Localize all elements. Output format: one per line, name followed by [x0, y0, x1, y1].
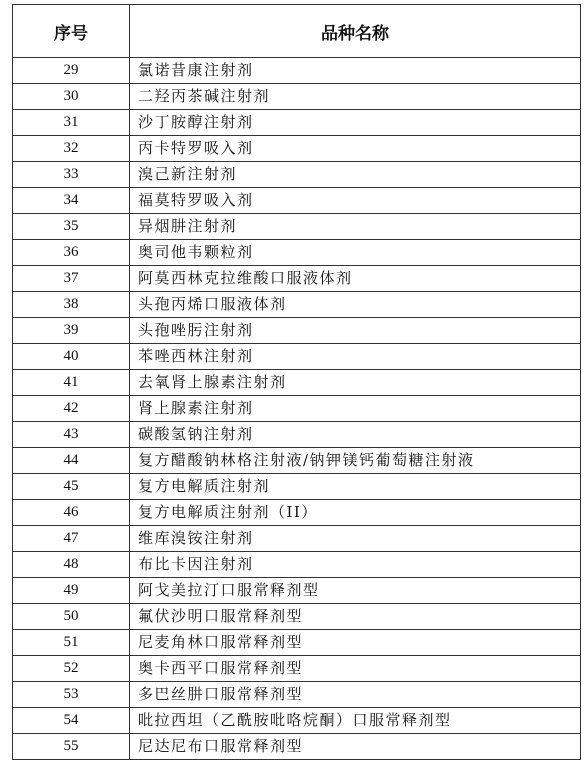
- serial-number-cell: 41: [13, 370, 130, 396]
- drug-list-table: [12, 4, 581, 760]
- serial-number-cell: 34: [13, 188, 130, 214]
- table-row: [13, 370, 581, 396]
- serial-number-cell: 49: [13, 578, 130, 604]
- serial-number-cell: 53: [13, 682, 130, 708]
- serial-number-cell: 38: [13, 292, 130, 318]
- table-row: [13, 318, 581, 344]
- drug-name-cell: 复方醋酸钠林格注射液/钠钾镁钙葡萄糖注射液: [130, 448, 581, 474]
- table-row: [13, 474, 581, 500]
- drug-name-cell: 碳酸氢钠注射剂: [130, 422, 581, 448]
- drug-name-cell: 阿戈美拉汀口服常释剂型: [130, 578, 581, 604]
- drug-name-cell: 二羟丙茶碱注射剂: [130, 84, 581, 110]
- serial-number-cell: 35: [13, 214, 130, 240]
- drug-name-cell: 阿莫西林克拉维酸口服液体剂: [130, 266, 581, 292]
- drug-name-cell: 复方电解质注射剂: [130, 474, 581, 500]
- serial-number-cell: 51: [13, 630, 130, 656]
- drug-name-cell: 复方电解质注射剂（II）: [130, 500, 581, 526]
- serial-number-cell: 54: [13, 708, 130, 734]
- drug-name-cell: 奥司他韦颗粒剂: [130, 240, 581, 266]
- table-row: [13, 188, 581, 214]
- serial-number-cell: 42: [13, 396, 130, 422]
- header-drug-name: 品种名称: [130, 5, 581, 58]
- drug-name-cell: 肾上腺素注射剂: [130, 396, 581, 422]
- table-row: [13, 396, 581, 422]
- table-row: [13, 266, 581, 292]
- serial-number-cell: 40: [13, 344, 130, 370]
- table-row: [13, 292, 581, 318]
- table-row: [13, 578, 581, 604]
- drug-name-cell: 氟伏沙明口服常释剂型: [130, 604, 581, 630]
- drug-name-cell: 丙卡特罗吸入剂: [130, 136, 581, 162]
- table-row: [13, 682, 581, 708]
- serial-number-cell: 45: [13, 474, 130, 500]
- table-row: [13, 734, 581, 760]
- serial-number-cell: 50: [13, 604, 130, 630]
- drug-name-cell: 头孢唑肟注射剂: [130, 318, 581, 344]
- serial-number-cell: 47: [13, 526, 130, 552]
- serial-number-cell: 33: [13, 162, 130, 188]
- table-row: [13, 708, 581, 734]
- table-row: [13, 656, 581, 682]
- serial-number-cell: 39: [13, 318, 130, 344]
- serial-number-cell: 44: [13, 448, 130, 474]
- serial-number-cell: 36: [13, 240, 130, 266]
- drug-name-cell: 布比卡因注射剂: [130, 552, 581, 578]
- drug-name-cell: 福莫特罗吸入剂: [130, 188, 581, 214]
- drug-name-cell: 维库溴铵注射剂: [130, 526, 581, 552]
- drug-name-cell: 苯唑西林注射剂: [130, 344, 581, 370]
- drug-name-cell: 去氧肾上腺素注射剂: [130, 370, 581, 396]
- drug-name-cell: 吡拉西坦（乙酰胺吡咯烷酮）口服常释剂型: [130, 708, 581, 734]
- drug-name-cell: 沙丁胺醇注射剂: [130, 110, 581, 136]
- table-row: [13, 552, 581, 578]
- table-row: [13, 630, 581, 656]
- table-row: [13, 344, 581, 370]
- drug-name-cell: 尼达尼布口服常释剂型: [130, 734, 581, 760]
- serial-number-cell: 29: [13, 58, 130, 84]
- drug-name-cell: 溴己新注射剂: [130, 162, 581, 188]
- table-row: [13, 136, 581, 162]
- table-row: [13, 110, 581, 136]
- serial-number-cell: 32: [13, 136, 130, 162]
- table-row: [13, 214, 581, 240]
- serial-number-cell: 52: [13, 656, 130, 682]
- serial-number-cell: 31: [13, 110, 130, 136]
- table-row: [13, 448, 581, 474]
- serial-number-cell: 37: [13, 266, 130, 292]
- serial-number-cell: 48: [13, 552, 130, 578]
- drug-name-cell: 异烟肼注射剂: [130, 214, 581, 240]
- serial-number-cell: 55: [13, 734, 130, 760]
- table-row: [13, 422, 581, 448]
- table-header: [13, 5, 581, 58]
- table-row: [13, 526, 581, 552]
- table-row: [13, 240, 581, 266]
- serial-number-cell: 30: [13, 84, 130, 110]
- drug-name-cell: 头孢丙烯口服液体剂: [130, 292, 581, 318]
- table-row: [13, 500, 581, 526]
- drug-name-cell: 尼麦角林口服常释剂型: [130, 630, 581, 656]
- drug-name-cell: 奥卡西平口服常释剂型: [130, 656, 581, 682]
- table-row: [13, 604, 581, 630]
- header-serial-number: 序号: [13, 5, 130, 58]
- header-row: [13, 5, 581, 58]
- table-row: [13, 162, 581, 188]
- serial-number-cell: 43: [13, 422, 130, 448]
- drug-name-cell: 多巴丝肼口服常释剂型: [130, 682, 581, 708]
- table-row: [13, 84, 581, 110]
- serial-number-cell: 46: [13, 500, 130, 526]
- table-row: [13, 58, 581, 84]
- drug-name-cell: 氯诺昔康注射剂: [130, 58, 581, 84]
- table-body: [13, 58, 581, 760]
